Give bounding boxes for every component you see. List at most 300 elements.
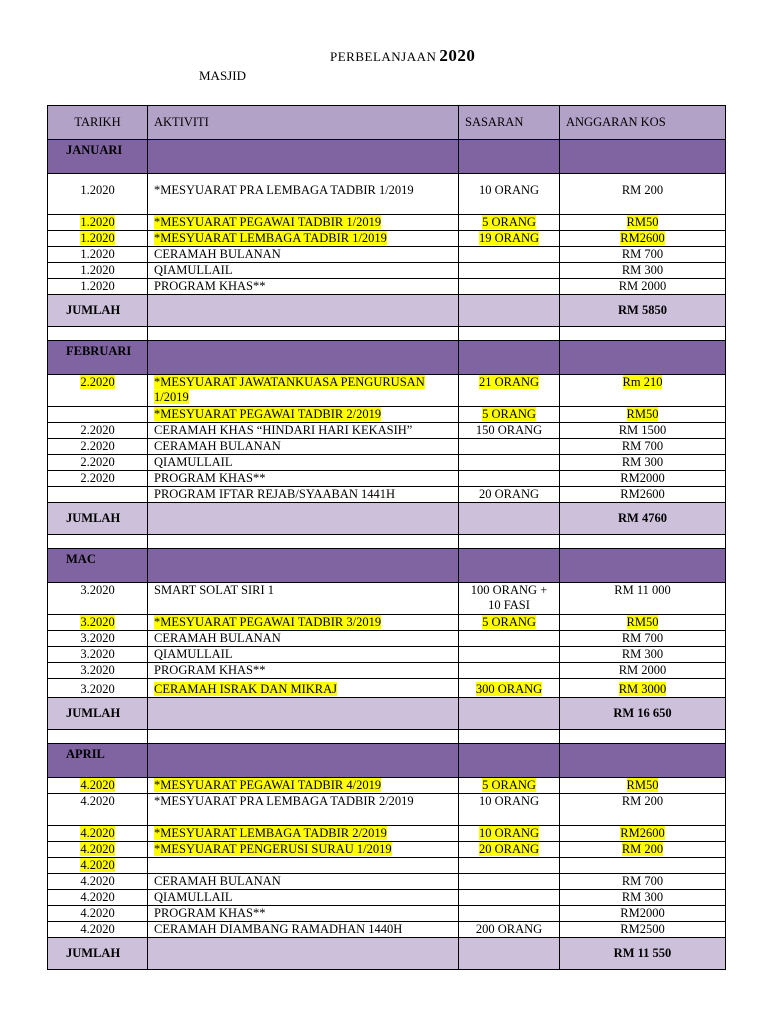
target-text: 5 ORANG [482, 215, 536, 229]
total-empty-cell [459, 503, 560, 535]
target-cell [459, 826, 560, 842]
date-cell [48, 583, 148, 615]
table-row [48, 583, 726, 615]
activity-cell [148, 455, 459, 471]
table-row [48, 890, 726, 906]
spacer-cell [48, 327, 148, 341]
date-cell [48, 922, 148, 938]
activity-text: CERAMAH BULANAN [154, 874, 281, 888]
target-cell [459, 647, 560, 663]
spacer-row [48, 730, 726, 744]
activity-cell [148, 874, 459, 890]
table-row [48, 663, 726, 679]
activity-text: QIAMULLAIL [154, 647, 233, 661]
target-text: 150 ORANG [475, 423, 543, 437]
activity-text: PROGRAM KHAS** [154, 279, 266, 293]
activity-cell [148, 615, 459, 631]
table-row [48, 679, 726, 698]
date-text: 3.2020 [80, 583, 115, 597]
cost-text: RM50 [626, 215, 659, 229]
cost-text: RM 700 [621, 631, 664, 645]
target-cell [459, 842, 560, 858]
cost-text: RM 1500 [618, 423, 667, 437]
cost-cell [560, 215, 726, 231]
month-empty-cell [148, 140, 459, 174]
cost-cell [560, 631, 726, 647]
total-label: JUMLAH [48, 698, 148, 730]
spacer-cell [459, 327, 560, 341]
date-cell [48, 375, 148, 407]
cost-text: RM 200 [621, 842, 664, 856]
month-empty-cell [560, 549, 726, 583]
cost-text: RM 2000 [618, 279, 667, 293]
activity-cell [148, 663, 459, 679]
target-cell [459, 906, 560, 922]
cost-text: RM2000 [620, 906, 665, 920]
date-cell [48, 794, 148, 826]
spacer-cell [560, 327, 726, 341]
table-row [48, 263, 726, 279]
spacer-cell [560, 535, 726, 549]
activity-text: *MESYUARAT PEGAWAI TADBIR 2/2019 [154, 407, 382, 421]
month-empty-cell [459, 549, 560, 583]
date-text: 4.2020 [80, 906, 115, 920]
target-cell [459, 231, 560, 247]
date-text: 1.2020 [80, 247, 115, 261]
activity-text: *MESYUARAT PRA LEMBAGA TADBIR 2/2019 [154, 794, 414, 808]
target-text: 10 ORANG [478, 183, 540, 197]
activity-text: *MESYUARAT PEGAWAI TADBIR 3/2019 [154, 615, 382, 629]
activity-text: *MESYUARAT PEGAWAI TADBIR 1/2019 [154, 215, 382, 229]
date-text: 2.2020 [80, 439, 115, 453]
cost-cell [560, 647, 726, 663]
cost-text: RM 200 [621, 794, 664, 808]
target-cell [459, 922, 560, 938]
activity-cell [148, 439, 459, 455]
table-row [48, 906, 726, 922]
date-cell [48, 826, 148, 842]
target-cell [459, 874, 560, 890]
date-cell [48, 247, 148, 263]
cost-cell [560, 487, 726, 503]
header-aktiviti: AKTIVITI [148, 106, 459, 140]
total-empty-cell [148, 938, 459, 970]
date-cell [48, 407, 148, 423]
date-cell [48, 858, 148, 874]
month-empty-cell [148, 744, 459, 778]
table-row [48, 631, 726, 647]
date-text: 1.2020 [80, 231, 115, 245]
date-text: 2.2020 [80, 423, 115, 437]
spacer-cell [560, 730, 726, 744]
cost-text: RM50 [626, 778, 659, 792]
cost-text: Rm 210 [622, 375, 663, 389]
table-row [48, 375, 726, 407]
date-cell [48, 439, 148, 455]
target-text: 5 ORANG [482, 407, 536, 421]
activity-cell [148, 471, 459, 487]
table-row [48, 615, 726, 631]
table-row [48, 858, 726, 874]
table-row [48, 842, 726, 858]
target-text: 5 ORANG [482, 778, 536, 792]
target-cell [459, 247, 560, 263]
activity-cell [148, 279, 459, 295]
target-cell [459, 215, 560, 231]
month-header-row [48, 744, 726, 778]
date-cell [48, 231, 148, 247]
date-text: 4.2020 [80, 778, 115, 792]
activity-text: QIAMULLAIL [154, 455, 233, 469]
cost-text: RM2600 [620, 487, 665, 501]
total-value: RM 11 550 [560, 938, 726, 970]
activity-cell [148, 794, 459, 826]
activity-cell [148, 890, 459, 906]
total-row [48, 698, 726, 730]
activity-text: PROGRAM KHAS** [154, 663, 266, 677]
activity-cell [148, 679, 459, 698]
total-row [48, 295, 726, 327]
activity-cell [148, 826, 459, 842]
date-text: 2.2020 [80, 471, 115, 485]
cost-cell [560, 439, 726, 455]
header-anggaran-kos: ANGGARAN KOS [560, 106, 726, 140]
total-empty-cell [148, 503, 459, 535]
date-text: 4.2020 [80, 874, 115, 888]
header-sasaran: SASARAN [459, 106, 560, 140]
page-title [330, 46, 475, 66]
date-text: 1.2020 [80, 215, 115, 229]
table-row [48, 174, 726, 215]
activity-text: CERAMAH ISRAK DAN MIKRAJ [154, 682, 338, 696]
activity-cell [148, 215, 459, 231]
total-empty-cell [148, 295, 459, 327]
total-empty-cell [459, 698, 560, 730]
total-value: RM 4760 [560, 503, 726, 535]
activity-text: QIAMULLAIL [154, 890, 233, 904]
cost-text: RM50 [626, 407, 659, 421]
month-label: APRIL [48, 744, 148, 778]
table-row [48, 215, 726, 231]
cost-text: RM 11 000 [614, 583, 671, 597]
date-cell [48, 890, 148, 906]
target-text: 20 ORANG [478, 487, 540, 501]
target-cell [459, 471, 560, 487]
total-row [48, 938, 726, 970]
activity-text: *MESYUARAT LEMBAGA TADBIR 1/2019 [154, 231, 387, 245]
target-text: 300 ORANG [475, 682, 543, 696]
activity-text: CERAMAH BULANAN [154, 439, 281, 453]
activity-text: *MESYUARAT PENGERUSI SURAU 1/2019 [154, 842, 392, 856]
target-text: 19 ORANG [478, 231, 540, 245]
activity-text: PROGRAM IFTAR REJAB/SYAABAN 1441H [154, 487, 396, 501]
activity-cell [148, 231, 459, 247]
cost-text: RM 700 [621, 874, 664, 888]
month-header-row [48, 341, 726, 375]
cost-text: RM 2000 [618, 663, 667, 677]
date-text: 4.2020 [80, 858, 115, 872]
activity-cell [148, 247, 459, 263]
date-cell [48, 906, 148, 922]
month-header-row [48, 549, 726, 583]
cost-cell [560, 826, 726, 842]
table-row [48, 439, 726, 455]
month-empty-cell [560, 140, 726, 174]
target-cell [459, 663, 560, 679]
table-row [48, 247, 726, 263]
cost-text: RM2000 [620, 471, 665, 485]
table-row [48, 874, 726, 890]
date-text: 3.2020 [80, 615, 115, 629]
spacer-cell [459, 535, 560, 549]
cost-text: RM2600 [620, 826, 665, 840]
title-year: 2020 [439, 46, 476, 65]
activity-text: CERAMAH BULANAN [154, 631, 281, 645]
table-row [48, 471, 726, 487]
activity-cell [148, 922, 459, 938]
cost-text: RM50 [626, 615, 659, 629]
cost-cell [560, 922, 726, 938]
cost-text: RM 700 [621, 439, 664, 453]
target-cell [459, 583, 560, 615]
target-text: 10 ORANG [478, 794, 540, 808]
total-label: JUMLAH [48, 503, 148, 535]
date-text: 1.2020 [80, 279, 115, 293]
cost-cell [560, 375, 726, 407]
month-label: MAC [48, 549, 148, 583]
cost-text: RM 3000 [618, 682, 667, 696]
activity-cell [148, 842, 459, 858]
target-cell [459, 279, 560, 295]
cost-cell [560, 407, 726, 423]
activity-text: PROGRAM KHAS** [154, 906, 266, 920]
date-text: 3.2020 [80, 631, 115, 645]
date-text: 1.2020 [80, 183, 115, 197]
spacer-cell [459, 730, 560, 744]
activity-text: CERAMAH DIAMBANG RAMADHAN 1440H [154, 922, 403, 936]
target-cell [459, 455, 560, 471]
cost-text: RM2500 [620, 922, 665, 936]
table-row [48, 231, 726, 247]
date-text: 4.2020 [80, 826, 115, 840]
total-row [48, 503, 726, 535]
target-cell [459, 487, 560, 503]
header-tarikh: TARIKH [48, 106, 148, 140]
activity-cell [148, 647, 459, 663]
target-cell [459, 858, 560, 874]
spacer-cell [148, 327, 459, 341]
target-cell [459, 778, 560, 794]
cost-cell [560, 890, 726, 906]
activity-cell [148, 583, 459, 615]
month-empty-cell [459, 341, 560, 375]
activity-cell [148, 631, 459, 647]
cost-cell [560, 663, 726, 679]
activity-cell [148, 407, 459, 423]
date-text: 4.2020 [80, 794, 115, 808]
date-text: 3.2020 [80, 647, 115, 661]
spacer-cell [48, 535, 148, 549]
cost-text: RM 300 [621, 647, 664, 661]
date-cell [48, 842, 148, 858]
activity-text: *MESYUARAT JAWATANKUASA PENGURUSAN 1/2019 [154, 375, 425, 404]
date-text: 3.2020 [80, 663, 115, 677]
date-cell [48, 631, 148, 647]
cost-cell [560, 778, 726, 794]
cost-text: RM 300 [621, 455, 664, 469]
target-cell [459, 631, 560, 647]
table-row [48, 778, 726, 794]
date-cell [48, 874, 148, 890]
date-cell [48, 174, 148, 215]
date-cell [48, 263, 148, 279]
cost-cell [560, 174, 726, 215]
target-cell [459, 794, 560, 826]
total-empty-cell [459, 938, 560, 970]
date-cell [48, 615, 148, 631]
table-row [48, 279, 726, 295]
activity-cell [148, 858, 459, 874]
target-text: 200 ORANG [475, 922, 543, 936]
cost-text: RM2600 [620, 231, 665, 245]
target-text: 100 ORANG + 10 FASI [470, 583, 548, 612]
target-cell [459, 375, 560, 407]
cost-cell [560, 874, 726, 890]
cost-text: RM 700 [621, 247, 664, 261]
date-text: 2.2020 [80, 455, 115, 469]
activity-text: SMART SOLAT SIRI 1 [154, 583, 274, 597]
cost-cell [560, 906, 726, 922]
cost-cell [560, 858, 726, 874]
cost-cell [560, 583, 726, 615]
date-text: 3.2020 [80, 682, 115, 696]
target-cell [459, 439, 560, 455]
date-cell [48, 471, 148, 487]
month-empty-cell [459, 140, 560, 174]
date-cell [48, 778, 148, 794]
cost-cell [560, 263, 726, 279]
cost-cell [560, 423, 726, 439]
budget-table [47, 105, 726, 970]
spacer-cell [148, 730, 459, 744]
date-text: 2.2020 [80, 375, 115, 389]
date-cell [48, 423, 148, 439]
cost-text: RM 300 [621, 263, 664, 277]
cost-cell [560, 471, 726, 487]
date-text: 4.2020 [80, 922, 115, 936]
activity-text: CERAMAH KHAS “HINDARI HARI KEKASIH” [154, 423, 413, 437]
date-text: 1.2020 [80, 263, 115, 277]
table-row [48, 826, 726, 842]
target-text: 5 ORANG [482, 615, 536, 629]
spacer-row [48, 327, 726, 341]
table-row [48, 423, 726, 439]
activity-cell [148, 487, 459, 503]
activity-cell [148, 174, 459, 215]
date-cell [48, 279, 148, 295]
cost-cell [560, 231, 726, 247]
table-row [48, 794, 726, 826]
target-cell [459, 423, 560, 439]
table-header-row [48, 106, 726, 140]
total-label: JUMLAH [48, 295, 148, 327]
target-text: 20 ORANG [478, 842, 540, 856]
activity-cell [148, 906, 459, 922]
date-text: 4.2020 [80, 890, 115, 904]
date-cell [48, 215, 148, 231]
target-cell [459, 407, 560, 423]
cost-cell [560, 615, 726, 631]
date-text: 4.2020 [80, 842, 115, 856]
date-cell [48, 487, 148, 503]
page-subtitle: MASJID [199, 68, 246, 83]
month-empty-cell [148, 341, 459, 375]
spacer-row [48, 535, 726, 549]
target-cell [459, 263, 560, 279]
activity-text: CERAMAH BULANAN [154, 247, 281, 261]
cost-text: RM 300 [621, 890, 664, 904]
cost-cell [560, 842, 726, 858]
spacer-cell [48, 730, 148, 744]
month-label: FEBRUARI [48, 341, 148, 375]
total-empty-cell [459, 295, 560, 327]
activity-text: *MESYUARAT LEMBAGA TADBIR 2/2019 [154, 826, 387, 840]
activity-text: *MESYUARAT PEGAWAI TADBIR 4/2019 [154, 778, 382, 792]
activity-text: PROGRAM KHAS** [154, 471, 266, 485]
cost-cell [560, 794, 726, 826]
date-cell [48, 679, 148, 698]
cost-cell [560, 247, 726, 263]
month-label: JANUARI [48, 140, 148, 174]
month-empty-cell [148, 549, 459, 583]
table-row [48, 407, 726, 423]
month-empty-cell [459, 744, 560, 778]
activity-cell [148, 778, 459, 794]
target-cell [459, 174, 560, 215]
target-cell [459, 615, 560, 631]
month-header-row [48, 140, 726, 174]
total-value: RM 16 650 [560, 698, 726, 730]
table-row [48, 455, 726, 471]
activity-cell [148, 263, 459, 279]
date-cell [48, 663, 148, 679]
table-row [48, 647, 726, 663]
cost-cell [560, 455, 726, 471]
month-empty-cell [560, 744, 726, 778]
activity-text: *MESYUARAT PRA LEMBAGA TADBIR 1/2019 [154, 183, 414, 197]
table-row [48, 487, 726, 503]
cost-cell [560, 279, 726, 295]
total-empty-cell [148, 698, 459, 730]
month-empty-cell [560, 341, 726, 375]
target-cell [459, 890, 560, 906]
title-text: PERBELANJAAN [330, 49, 437, 64]
date-cell [48, 455, 148, 471]
cost-cell [560, 679, 726, 698]
activity-text: QIAMULLAIL [154, 263, 233, 277]
target-text: 10 ORANG [478, 826, 540, 840]
spacer-cell [148, 535, 459, 549]
cost-text: RM 200 [621, 183, 664, 197]
total-value: RM 5850 [560, 295, 726, 327]
target-cell [459, 679, 560, 698]
target-text: 21 ORANG [478, 375, 540, 389]
total-label: JUMLAH [48, 938, 148, 970]
table-row [48, 922, 726, 938]
date-cell [48, 647, 148, 663]
activity-cell [148, 423, 459, 439]
activity-cell [148, 375, 459, 407]
